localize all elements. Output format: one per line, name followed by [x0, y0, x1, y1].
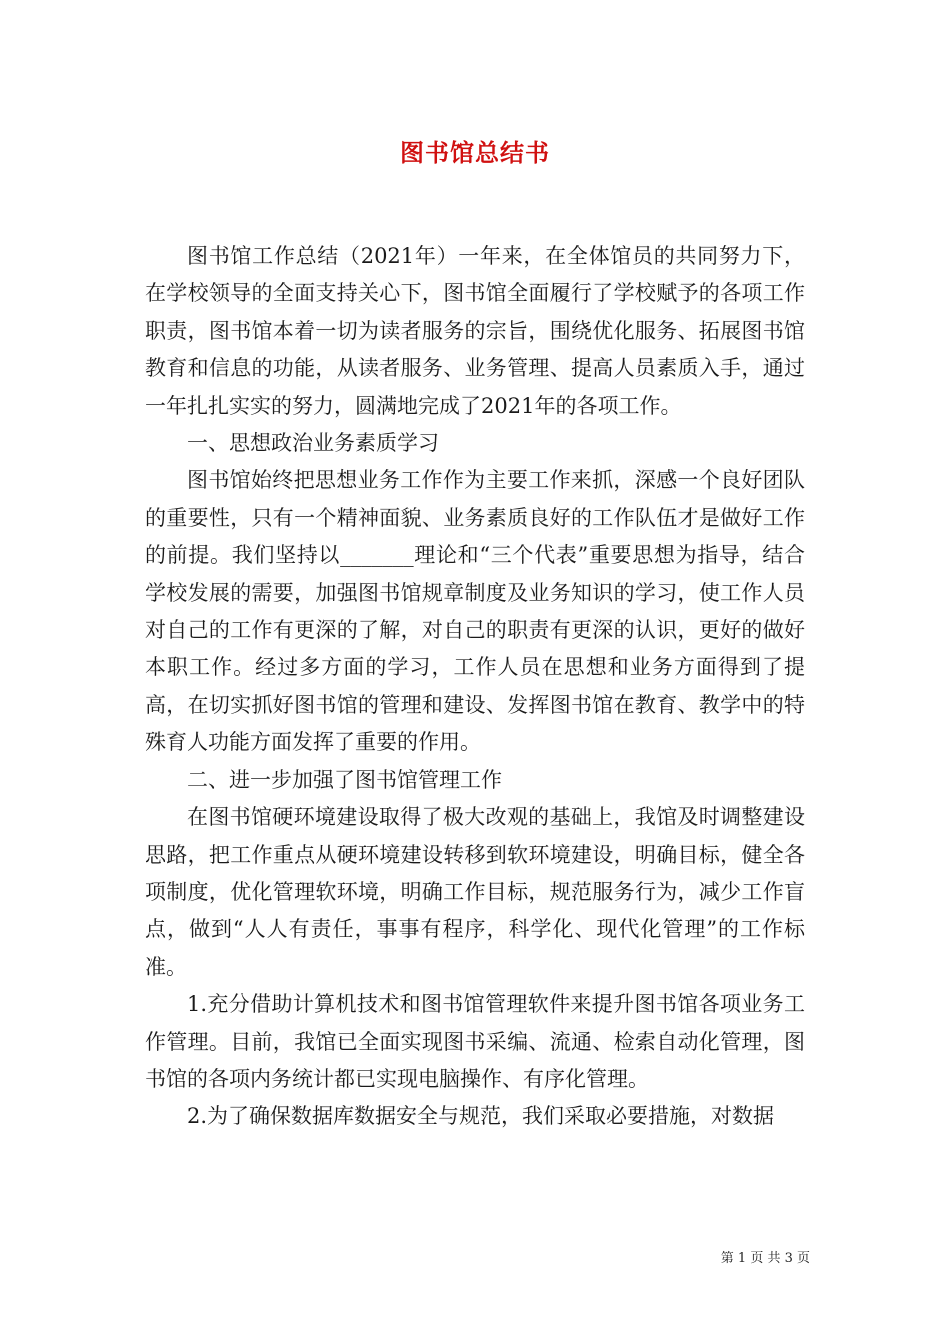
- paragraph-intro: 图书馆工作总结（2021年）一年来，在全体馆员的共同努力下，在学校领导的全面支持关心下，图书馆全面履行了学校赋予的各项工作职责，图书馆本着一切为读者服务的宗旨，围绕优化服务、拓展图书馆教育和信息的功能，从读者服务、业务管理、提高人员素质入手，通过一年扎扎实实的努力，圆满地完成了2021年的各项工作。: [145, 244, 805, 418]
- paragraph-item-1: 1.充分借助计算机技术和图书馆管理软件来提升图书馆各项业务工作管理。目前，我馆已全面实现图书采编、流通、检索自动化管理，图书馆的各项内务统计都已实现电脑操作、有序化管理。: [145, 992, 805, 1091]
- paragraph-section-2: 在图书馆硬环境建设取得了极大改观的基础上，我馆及时调整建设思路，把工作重点从硬环境建设转移到软环境建设，明确目标，健全各项制度，优化管理软环境，明确工作目标，规范服务行为，减少工作盲点，做到“人人有责任，事事有程序，科学化、现代化管理”的工作标准。: [145, 805, 805, 979]
- section-heading-1: 一、思想政治业务素质学习: [187, 431, 439, 456]
- paragraph-section-1: 图书馆始终把思想业务工作作为主要工作来抓，深感一个良好团队的重要性，只有一个精神面貌、业务素质良好的工作队伍才是做好工作的前提。我们坚持以_______理论和“三个代表”重要思想为指导，结合学校发展的需要，加强图书馆规章制度及业务知识的学习，使工作人员对自己的工作有更深的了解，对自己的职责有更深的认识，更好的做好本职工作。经过多方面的学习，工作人员在思想和业务方面得到了提高，在切实抓好图书馆的管理和建设、发挥图书馆在教育、教学中的特殊育人功能方面发挥了重要的作用。: [145, 468, 805, 755]
- paragraph-item-2: 2.为了确保数据库数据安全与规范，我们采取必要措施，对数据: [187, 1104, 775, 1129]
- document-body: [145, 238, 805, 1136]
- page-number: 第 1 页 共 3 页: [720, 1251, 810, 1266]
- section-heading-2: 二、进一步加强了图书馆管理工作: [187, 767, 502, 792]
- document-title: 图书馆总结书: [400, 139, 550, 167]
